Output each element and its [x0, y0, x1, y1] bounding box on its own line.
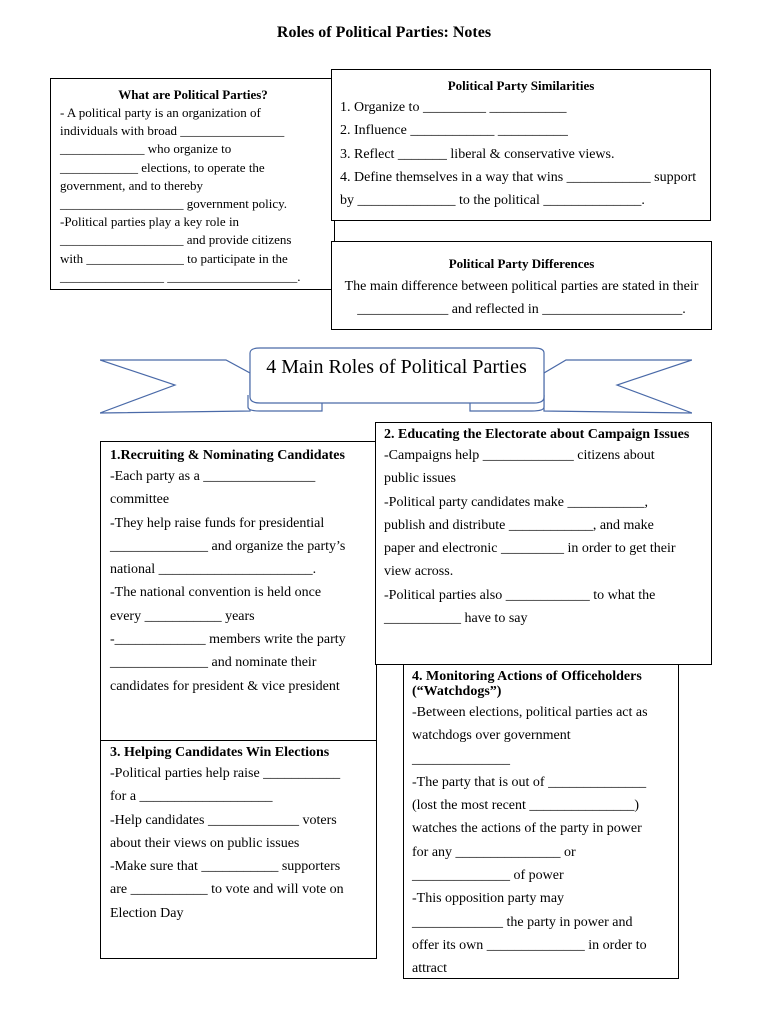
text-line: publish and distribute ____________, and make [384, 517, 654, 533]
text-line: -Between elections, political parties act as [412, 705, 648, 720]
role2-body [384, 444, 703, 630]
role2-heading: 2. Educating the Electorate about Campaign Issues [384, 427, 690, 442]
text-line: ___________________ and provide citizens [60, 232, 292, 248]
text-line: offer its own ______________ in order to [412, 937, 647, 953]
similarities-box [331, 69, 711, 221]
text-line: national ______________________. [110, 562, 317, 578]
role1-heading: 1.Recruiting & Nominating Candidates [110, 448, 345, 463]
text-line: by ______________ to the political ______________. [340, 193, 645, 209]
text-line: about their views on public issues [110, 835, 300, 851]
role3-heading: 3. Helping Candidates Win Elections [110, 745, 330, 760]
text-line: candidates for president & vice president [110, 678, 340, 694]
text-line: are ___________ to vote and will vote on [110, 882, 344, 898]
text-line: 3. Reflect _______ liberal & conservative views. [340, 146, 615, 162]
text-line: for any _______________ or [412, 844, 576, 860]
text-line: ______________ of power [412, 868, 564, 884]
what-are-parties-box [50, 78, 335, 290]
role3-body [110, 762, 368, 925]
text-line: -Each party as a ________________ [110, 469, 316, 484]
text-line: with _______________ to participate in the [60, 250, 288, 266]
text-line: ______________ [412, 751, 510, 767]
text-line: 1. Organize to _________ ___________ [340, 100, 567, 115]
text-line: ___________ have to say [384, 611, 528, 627]
text-line: ______________ and organize the party’s [110, 538, 346, 554]
role4-heading: 4. Monitoring Actions of Officeholders (“Watchdogs”) [412, 669, 642, 699]
banner-title: 4 Main Roles of Political Parties [266, 356, 527, 378]
text-line: - A political party is an organization of [60, 105, 261, 120]
text-line: _____________ who organize to [60, 141, 232, 157]
role4-body [412, 701, 670, 981]
differences-body [340, 275, 703, 322]
similarities-heading: Political Party Similarities [447, 78, 595, 93]
text-line: -_____________ members write the party [110, 632, 346, 648]
text-line: -Campaigns help _____________ citizens about [384, 448, 655, 463]
text-line: ______________ and nominate their [110, 655, 317, 671]
page-title: Roles of Political Parties: Notes [276, 24, 492, 41]
text-line: every ___________ years [110, 608, 255, 624]
text-line: committee [110, 492, 170, 508]
text-line: watchdogs over government [412, 728, 571, 744]
role2-box [375, 422, 712, 665]
text-line: 2. Influence ____________ __________ [340, 123, 568, 139]
text-line: view across. [384, 564, 454, 580]
role3-box [100, 740, 377, 959]
text-line: -Political parties help raise ___________ [110, 766, 341, 781]
text-line: -This opposition party may [412, 891, 565, 907]
text-line: -Help candidates _____________ voters [110, 812, 337, 828]
text-line: watches the actions of the party in power [412, 821, 642, 837]
text-line: -The national convention is held once [110, 585, 322, 601]
text-line: (lost the most recent _______________) [412, 798, 640, 814]
text-line: paper and electronic _________ in order to get their [384, 541, 676, 557]
text-line: _____________ and reflected in ____________________. [357, 302, 686, 318]
text-line: -They help raise funds for presidential [110, 515, 325, 531]
text-line: 4. Define themselves in a way that wins ____________ support [340, 169, 697, 185]
text-line: -The party that is out of ______________ [412, 774, 647, 790]
text-line: ___________________ government policy. [60, 196, 287, 212]
text-line: government, and to thereby [60, 177, 203, 193]
text-line: -Political parties also ____________ to what the [384, 587, 656, 603]
text-line: _____________ the party in power and [412, 914, 633, 930]
differences-box [331, 241, 712, 330]
text-line: attract [412, 961, 447, 977]
text-line: The main difference between political parties are stated in their [344, 279, 699, 294]
what-body [60, 104, 326, 286]
text-line: for a ___________________ [110, 789, 273, 805]
text-line: individuals with broad ________________ [60, 123, 285, 139]
text-line: Election Day [110, 905, 184, 921]
similarities-body [340, 96, 702, 212]
role1-box [100, 441, 377, 741]
text-line: -Political parties play a key role in [60, 214, 240, 230]
differences-heading: Political Party Differences [448, 256, 595, 271]
text-line: ____________ elections, to operate the [60, 159, 265, 175]
text-line: -Make sure that ___________ supporters [110, 859, 341, 875]
text-line: -Political party candidates make ___________, [384, 494, 648, 510]
role4-box [403, 664, 679, 979]
what-heading: What are Political Parties? [118, 87, 268, 102]
text-line: ________________ ____________________. [60, 268, 301, 284]
text-line: public issues [384, 471, 456, 487]
role1-body [110, 465, 368, 698]
